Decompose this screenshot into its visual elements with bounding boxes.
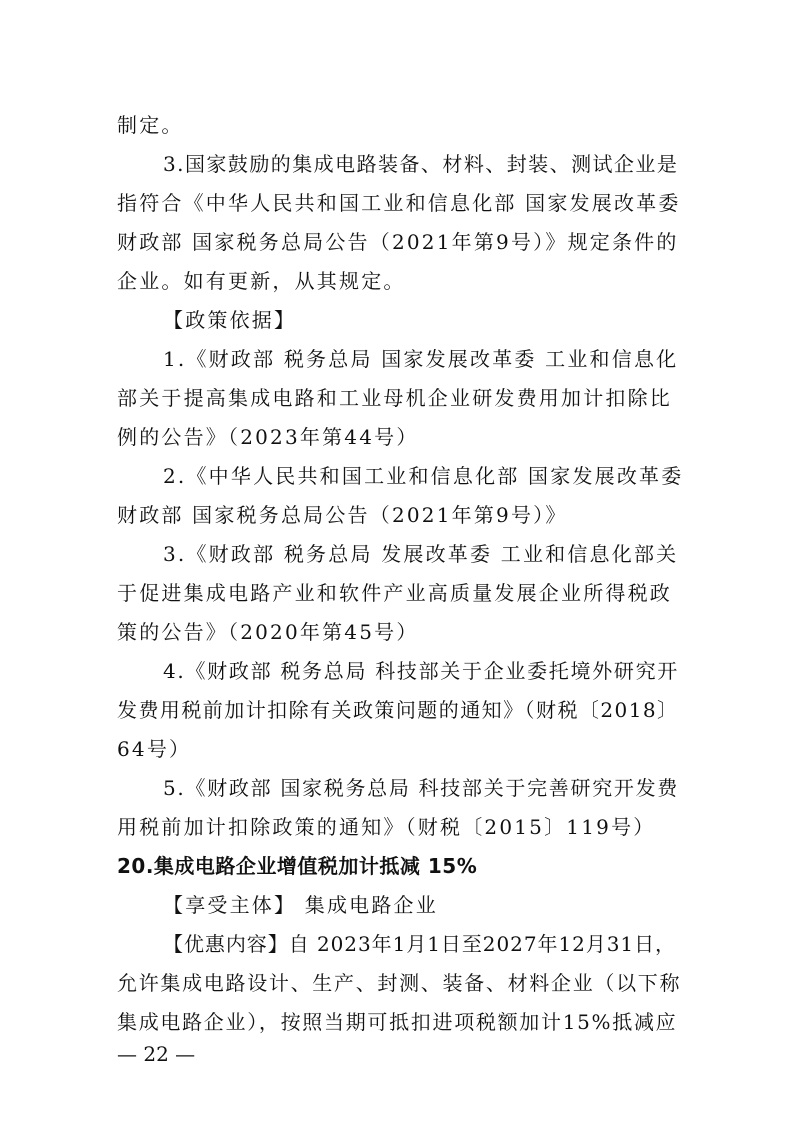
- text-line: 例的公告》（2023年第44号）: [117, 425, 419, 449]
- page-number: — 22 —: [117, 1042, 196, 1066]
- text-line: 集成电路企业），按照当期可抵扣进项税额加计15%抵减应: [117, 1010, 678, 1034]
- text-line: 4.《财政部 税务总局 科技部关于企业委托境外研究开: [163, 659, 679, 683]
- text-line: 用税前加计扣除政策的通知》（财税〔2015〕119号）: [117, 815, 656, 839]
- text-line: 策的公告》（2020年第45号）: [117, 620, 419, 644]
- text-line: 财政部 国家税务总局公告（2021年第9号）》规定条件的: [117, 230, 679, 254]
- text-line: 发费用税前加计扣除有关政策问题的通知》（财税〔2018〕: [117, 698, 679, 722]
- text-line: 5.《财政部 国家税务总局 科技部关于完善研究开发费: [163, 776, 679, 800]
- text-line: 企业。如有更新，从其规定。: [117, 269, 406, 293]
- text-line: 3.国家鼓励的集成电路装备、材料、封装、测试企业是: [163, 152, 679, 176]
- section-label: 【享受主体】 集成电路企业: [163, 893, 438, 917]
- text-line: 1.《财政部 税务总局 国家发展改革委 工业和信息化: [163, 347, 679, 371]
- text-line: 2.《中华人民共和国工业和信息化部 国家发展改革委: [163, 464, 684, 488]
- section-heading: 20.集成电路企业增值税加计抵减 15%: [117, 854, 478, 878]
- text-line: 3.《财政部 税务总局 发展改革委 工业和信息化部关: [163, 542, 679, 566]
- text-line: 于促进集成电路产业和软件产业高质量发展企业所得税政: [117, 581, 672, 605]
- text-line: 【优惠内容】自 2023年1月1日至2027年12月31日，: [163, 932, 677, 956]
- text-line: 制定。: [117, 113, 184, 137]
- text-line: 允许集成电路设计、生产、封测、装备、材料企业（以下称: [117, 971, 682, 995]
- text-line: 指符合《中华人民共和国工业和信息化部 国家发展改革委: [117, 191, 681, 215]
- text-line: 财政部 国家税务总局公告（2021年第9号）》: [117, 503, 568, 527]
- text-line: 部关于提高集成电路和工业母机企业研发费用加计扣除比: [117, 386, 672, 410]
- text-line: 64号）: [117, 737, 192, 761]
- section-label: 【政策依据】: [163, 308, 297, 332]
